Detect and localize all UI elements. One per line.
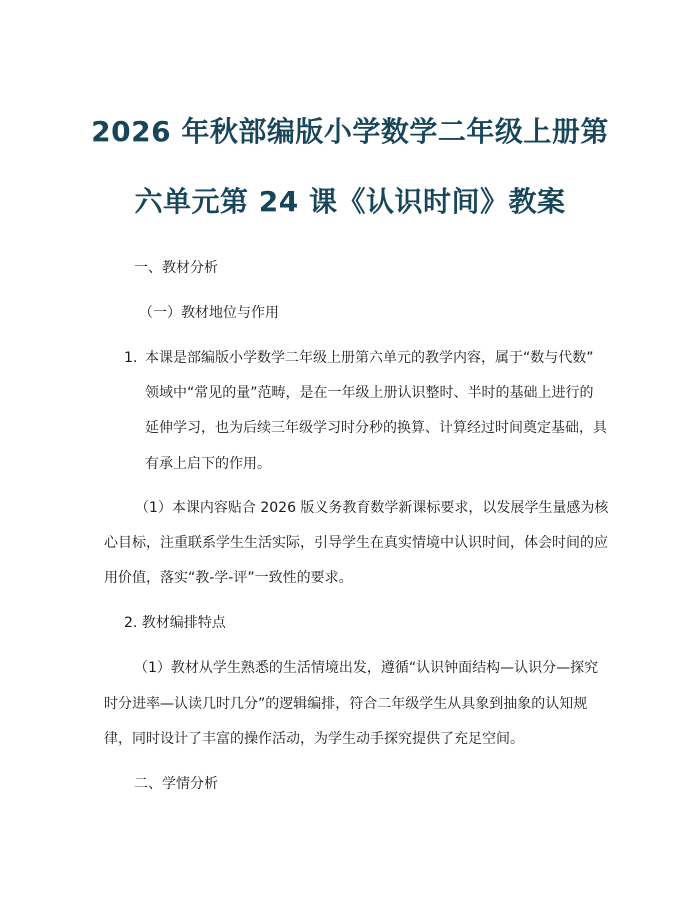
item1-line-2: 领域中“常见的量”范畴，是在一年级上册认识整时、半时的基础上进行的 xyxy=(145,385,594,401)
subsection-heading-role: （一）教材地位与作用 xyxy=(139,305,279,321)
section-heading-learner-analysis: 二、学情分析 xyxy=(134,776,218,792)
paragraph1-line-3: 用价值，落实“教-学-评”一致性的要求。 xyxy=(104,570,353,586)
item2-heading: 2. 教材编排特点 xyxy=(124,615,226,631)
paragraph1-line-2: 心目标，注重联系学生生活实际，引导学生在真实情境中认识时间，体会时间的应 xyxy=(104,535,608,551)
paragraph2-line-2: 时分进率—认读几时几分”的逻辑编排，符合二年级学生从具象到抽象的认知规 xyxy=(104,696,588,712)
paragraph2-line-3: 律，同时设计了丰富的操作活动，为学生动手探究提供了充足空间。 xyxy=(104,731,524,747)
item1-line-1: 本课是部编版小学数学二年级上册第六单元的教学内容，属于“数与代数” xyxy=(145,350,594,366)
paragraph2-line-1: （1）教材从学生熟悉的生活情境出发，遵循“认识钟面结构—认识分—探究 xyxy=(134,660,599,676)
section-heading-textbook-analysis: 一、教材分析 xyxy=(134,260,218,276)
paragraph1-line-1: （1）本课内容贴合 2026 版义务教育数学新课标要求，以发展学生量感为核 xyxy=(135,500,609,516)
document-title-line-1: 2026 年秋部编版小学数学二年级上册第 xyxy=(91,115,609,148)
list-number-1: 1. xyxy=(124,350,138,366)
item1-line-3: 延伸学习，也为后续三年级学习时分秒的换算、计算经过时间奠定基础，具 xyxy=(145,420,607,436)
item1-line-4: 有承上启下的作用。 xyxy=(145,456,271,472)
document-title-line-2: 六单元第 24 课《认识时间》教案 xyxy=(134,185,566,218)
